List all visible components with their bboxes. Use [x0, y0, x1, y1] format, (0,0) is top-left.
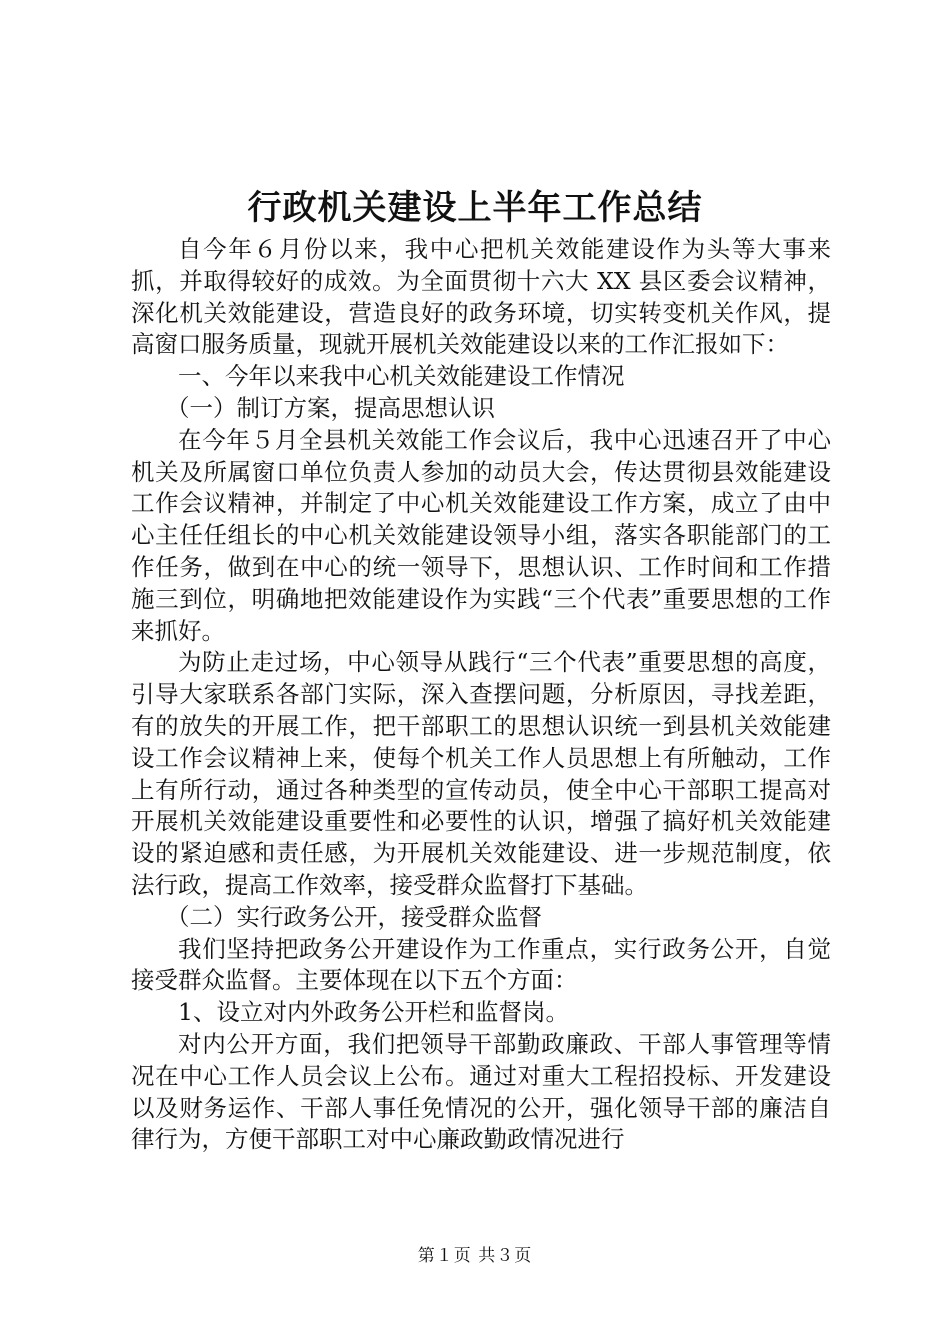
- page-footer: 第１页 共３页: [417, 1246, 533, 1266]
- section-heading-1: 一、今年以来我中心机关效能建设工作情况: [178, 362, 625, 391]
- subsection-heading-1: （一）制订方案，提高思想认识: [166, 393, 495, 422]
- document-body: [131, 234, 831, 1156]
- paragraph-internal-openness: 对内公开方面，我们把领导干部勤政廉政、干部人事管理等情况在中心工作人员会议上公布。通过对重大工程招投标、开发建设以及财务运作、干部人事任免情况的公开，强化领导干部的廉洁自律行为，方便干部职工对中心廉政勤政情况进行: [131, 1029, 831, 1154]
- list-item-1: 1、设立对内外政务公开栏和监督岗。: [178, 998, 569, 1027]
- paragraph-intro: 自今年６月份以来，我中心把机关效能建设作为头等大事来抓，并取得较好的成效。为全面贯彻十六大 XX 县区委会议精神，深化机关效能建设，营造良好的政务环境，切实转变机关作风，提高窗口服务质量，现就开展机关效能建设以来的工作汇报如下：: [131, 235, 831, 359]
- paragraph-plan: 在今年５月全县机关效能工作会议后，我中心迅速召开了中心机关及所属窗口单位负责人参加的动员大会，传达贯彻县效能建设工作会议精神，并制定了中心机关效能建设工作方案，成立了由中心主任任组长的中心机关效能建设领导小组，落实各职能部门的工作任务，做到在中心的统一领导下，思想认识、工作时间和工作措施三到位，明确地把效能建设作为实践“三个代表”重要思想的工作来抓好。: [131, 425, 831, 645]
- paragraph-openness: 我们坚持把政务公开建设作为工作重点，实行政务公开，自觉接受群众监督。主要体现在以下五个方面：: [131, 934, 831, 995]
- paragraph-mobilization: 为防止走过场，中心领导从践行“三个代表”重要思想的高度，引导大家联系各部门实际，深入查摆问题，分析原因，寻找差距，有的放失的开展工作，把干部职工的思想认识统一到县机关效能建设工作会议精神上来，使每个机关工作人员思想上有所触动，工作上有所行动，通过各种类型的宣传动员，使全中心干部职工提高对开展机关效能建设重要性和必要性的认识，增强了搞好机关效能建设的紧迫感和责任感，为开展机关效能建设、进一步规范制度，依法行政，提高工作效率，接受群众监督打下基础。: [131, 648, 831, 899]
- document-title: 行政机关建设上半年工作总结: [247, 188, 703, 228]
- subsection-heading-2: （二）实行政务公开，接受群众监督: [166, 902, 542, 931]
